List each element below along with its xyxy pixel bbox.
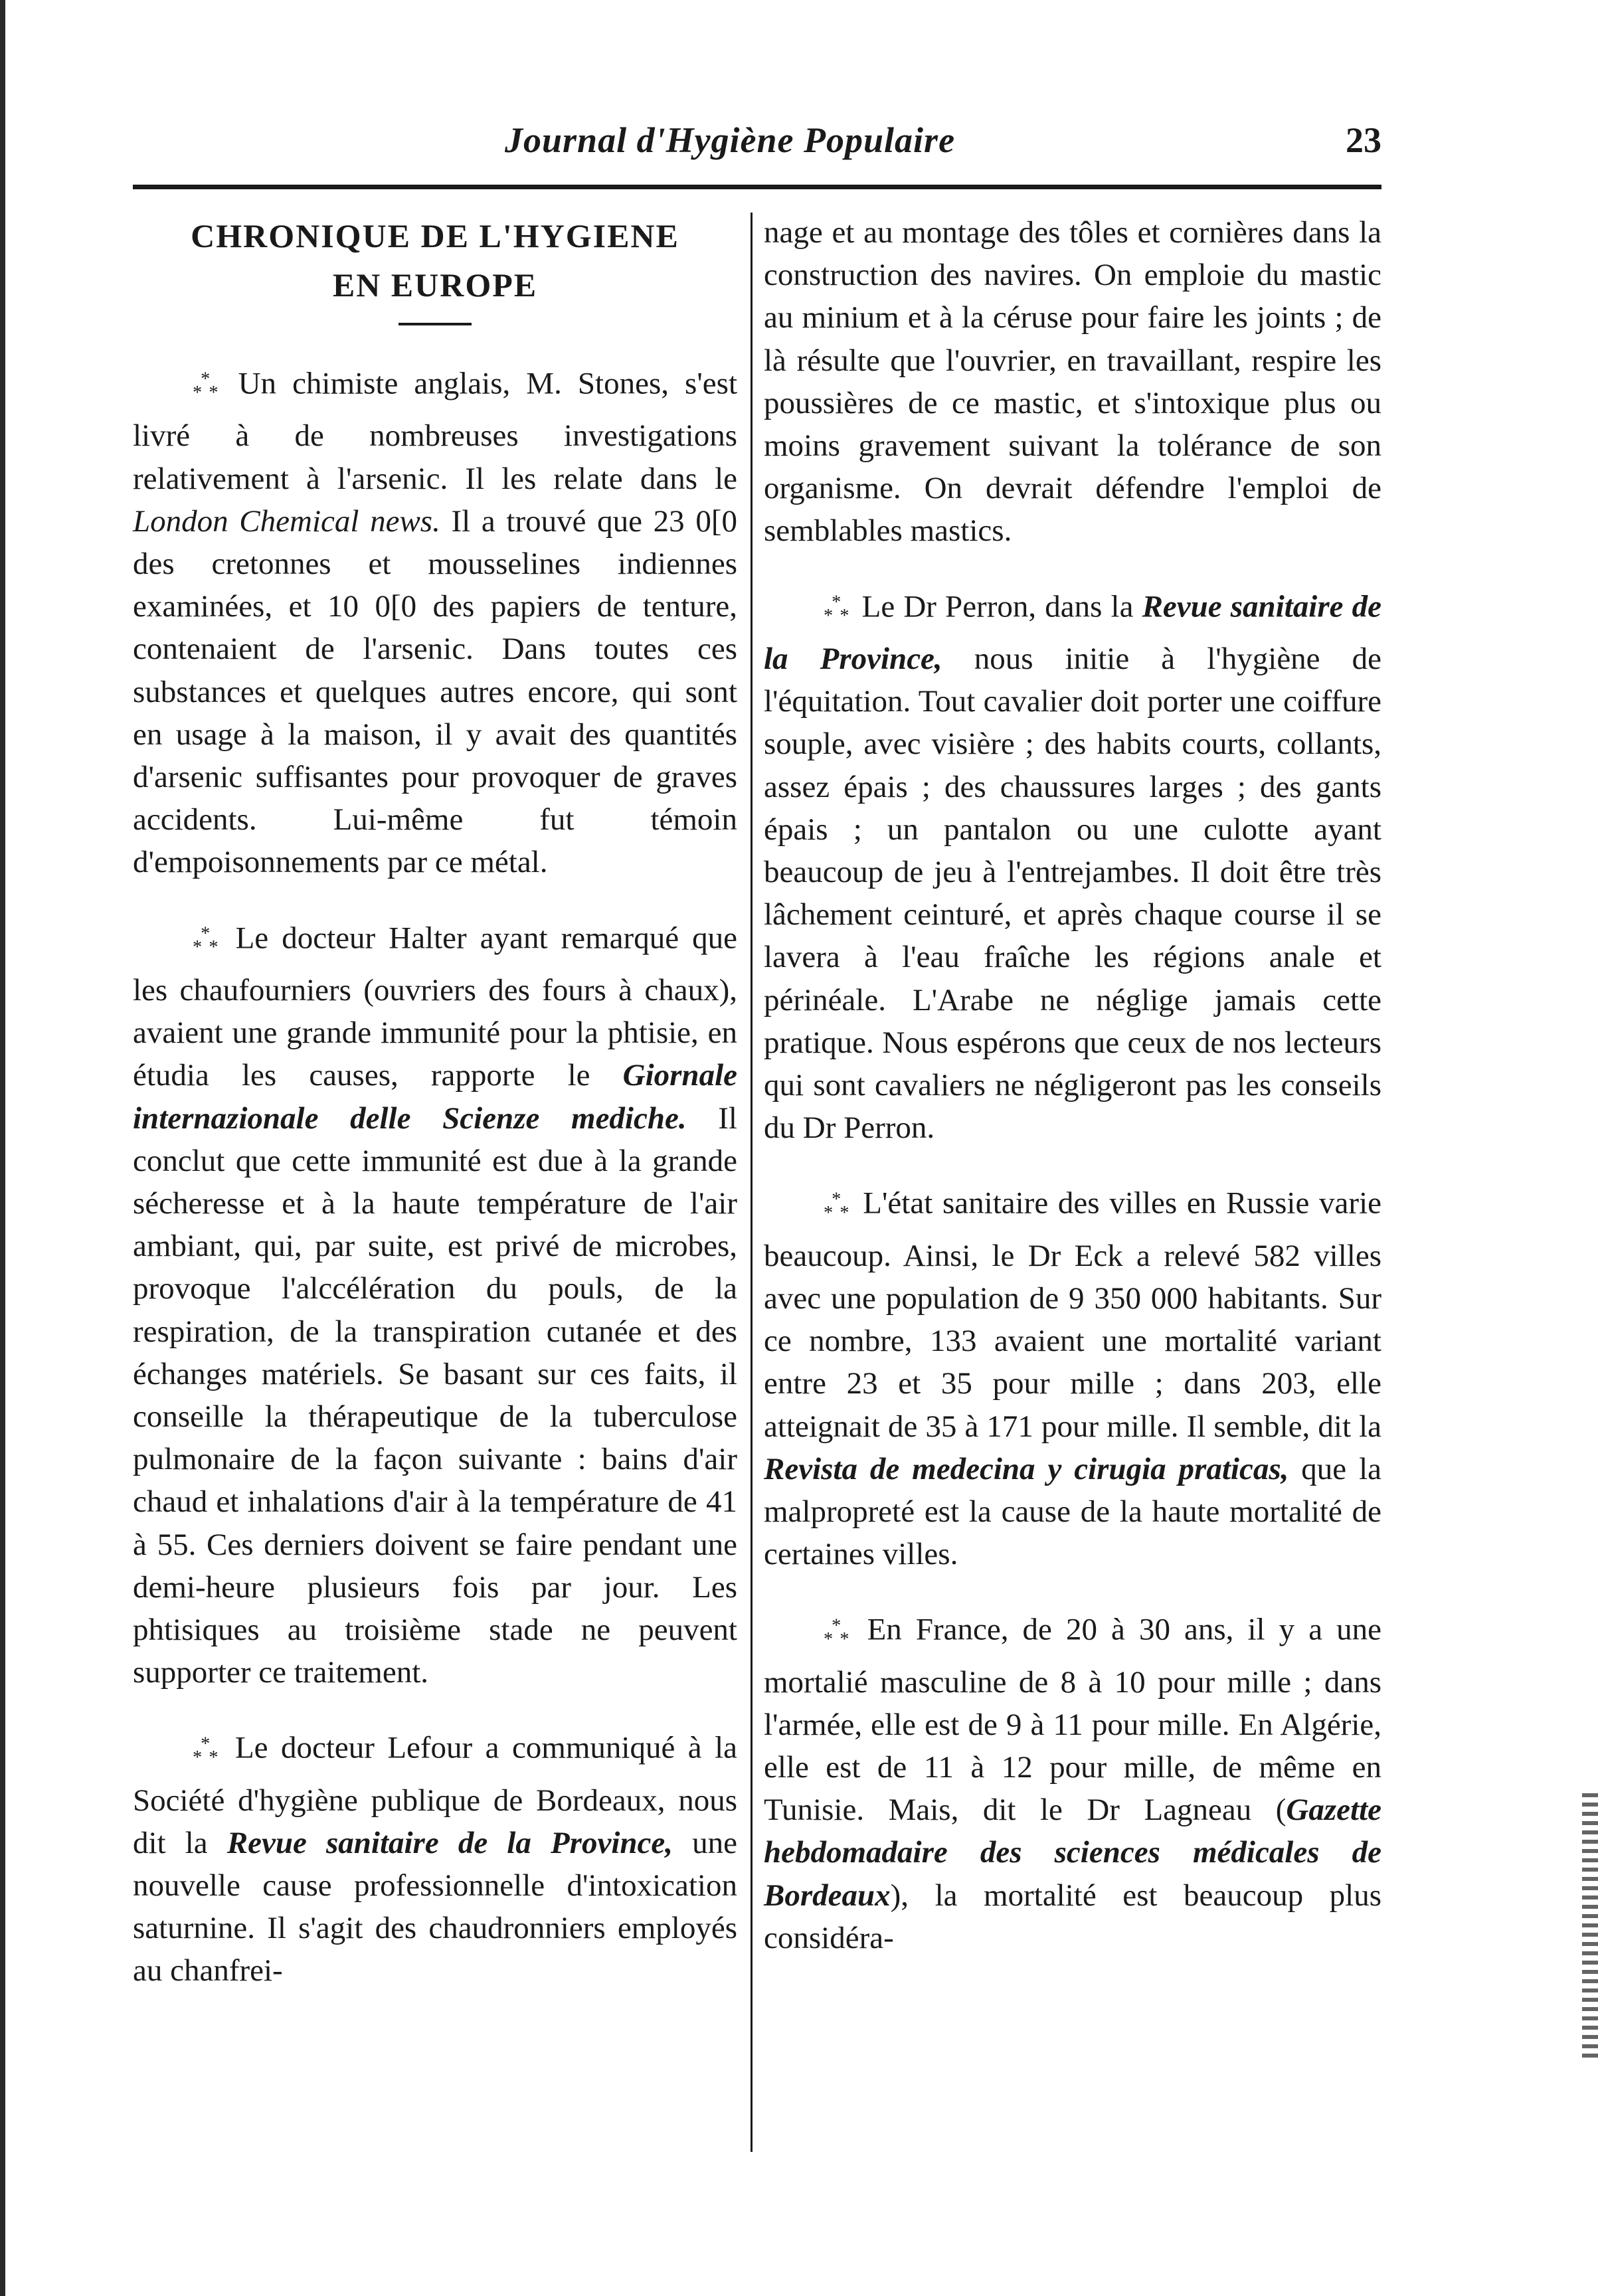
asterism-marker: $_*$*$_*$ <box>824 1189 848 1223</box>
source-citation: Revista de medecina y cirugia praticas, <box>764 1451 1289 1486</box>
header-rule <box>133 185 1381 189</box>
page-number: 23 <box>1346 120 1381 160</box>
source-citation: Giornale internazionale delle Scienze mediche. <box>133 1058 737 1136</box>
paragraph-continuation: nage et au montage des tôles et cornières dans la construction des navires. On emploie du mastic au minium et à la céruse pour faire les joints ; de là résulte que l'ouvrier, en travaillant, respire les poussières de ce mastic, et s'intoxique plus ou moins gravement suivant la tolérance de son organisme. On devrait défendre l'emploi de semblables mastics. <box>764 215 1381 549</box>
scan-noise <box>1582 1793 1598 2059</box>
paragraph-france: $_*$*$_*$ En France, de 20 à 30 ans, il y a une mortalié masculine de 8 à 10 pour mille ; dans l'armée, elle est de 9 à 11 pour mille. En Algérie, elle est de 11 à 12 pour mille, de même en Tunisie. Mais, dit le Dr Lagneau (Gazette hebdomadaire des sciences médicales de Bordeaux), la mortalité est beaucoup plus considéra- <box>764 1612 1381 1955</box>
asterism-marker: $_*$*$_*$ <box>193 923 217 958</box>
source-citation: Revue sanitaire de la Province, <box>226 1825 673 1860</box>
source-citation: Revue sanitaire de la Province, <box>764 588 1381 676</box>
section-title-line1: CHRONIQUE DE L'HYGIENE <box>191 217 679 254</box>
asterism-marker: $_*$*$_*$ <box>193 1733 217 1768</box>
section-title-line2: EN EUROPE <box>332 266 538 304</box>
paragraph-russie: $_*$*$_*$ L'état sanitaire des villes en Russie varie beaucoup. Ainsi, le Dr Eck a relevé 582 villes avec une population de 9 350 000 habitants. Sur ce nombre, 133 avaient une mortalité variant entre 23 et 35 pour mille ; dans 203, elle atteignait de 35 à 171 pour mille. Il semble, dit la Revista de medecina y cirugia praticas, que la malpropreté est la cause de la haute mortalité de certaines villes. <box>764 1186 1381 1572</box>
left-column <box>133 211 737 1992</box>
column-divider <box>751 213 753 2152</box>
paragraph-phtisie: $_*$*$_*$ Le docteur Halter ayant remarqué que les chaufourniers (ouvriers des fours à chaux), avaient une grande immunité pour la phtisie, en étudia les causes, rapporte le Giornale internazionale delle Scienze mediche. Il conclut que cette immunité est due à la grande sécheresse et à la haute température de l'air ambiant, qui, par suite, est privé de microbes, provoque l'alccélération du pouls, de la respiration, de la transpiration cutanée et des échanges matériels. Se basant sur ces faits, il conseille la thérapeutique de la tuberculose pulmonaire de la façon suivante : bains d'air chaud et inhalations d'air à la température de 41 à 55. Ces derniers doivent se faire pendant une demi-heure plusieurs fois par jour. Les phtisiques au troisième stade ne peuvent supporter ce traitement. <box>133 920 737 1690</box>
title-rule <box>399 323 472 325</box>
scan-edge <box>0 0 5 2296</box>
right-column <box>764 211 1381 1959</box>
paragraph-equitation: $_*$*$_*$ Le Dr Perron, dans la Revue sanitaire de la Province, nous initie à l'hygiène de l'équitation. Tout cavalier doit porter une coiffure souple, avec visière ; des habits courts, collants, assez épais ; des chaussures larges ; des gants épais ; un pantalon ou une culotte ayant beaucoup de jeu à l'entrejambes. Il doit être très lâchement ceinturé, et après chaque course il se lavera à l'eau fraîche les régions anale et périnéale. L'Arabe ne néglige jamais cette pratique. Nous espérons que ceux de nos lecteurs qui sont cavaliers ne négligeront pas les conseils du Dr Perron. <box>764 588 1381 1146</box>
section-title <box>133 211 737 309</box>
journal-title: Journal d'Hygiène Populaire <box>505 120 956 160</box>
asterism-marker: $_*$*$_*$ <box>193 369 217 404</box>
paragraph-arsenic: $_*$*$_*$ Un chimiste anglais, M. Stones, s'est livré à de nombreuses investigations relativement à l'arsenic. Il les relate dans le London Chemical news. Il a trouvé que 23 0[0 des cretonnes et mousselines indiennes examinées, et 10 0[0 des papiers de tenture, contenaient de l'arsenic. Dans toutes ces substances et quelques autres encore, qui sont en usage à la maison, il y avait des quantités d'arsenic suffisantes pour provoquer de graves accidents. Lui-même fut témoin d'empoisonnements par ce métal. <box>133 366 737 880</box>
asterism-marker: $_*$*$_*$ <box>824 592 848 626</box>
source-citation: London Chemical news. <box>133 503 440 539</box>
paragraph-saturnisme: $_*$*$_*$ Le docteur Lefour a communiqué à la Société d'hygiène publique de Bordeaux, nous dit la Revue sanitaire de la Province, une nouvelle cause professionnelle d'intoxication saturnine. Il s'agit des chaudronniers employés au chanfrei- <box>133 1730 737 1988</box>
running-head <box>120 113 1381 186</box>
asterism-marker: $_*$*$_*$ <box>824 1615 848 1650</box>
source-citation: Gazette hebdomadaire des sciences médicales de Bordeaux <box>764 1793 1381 1913</box>
